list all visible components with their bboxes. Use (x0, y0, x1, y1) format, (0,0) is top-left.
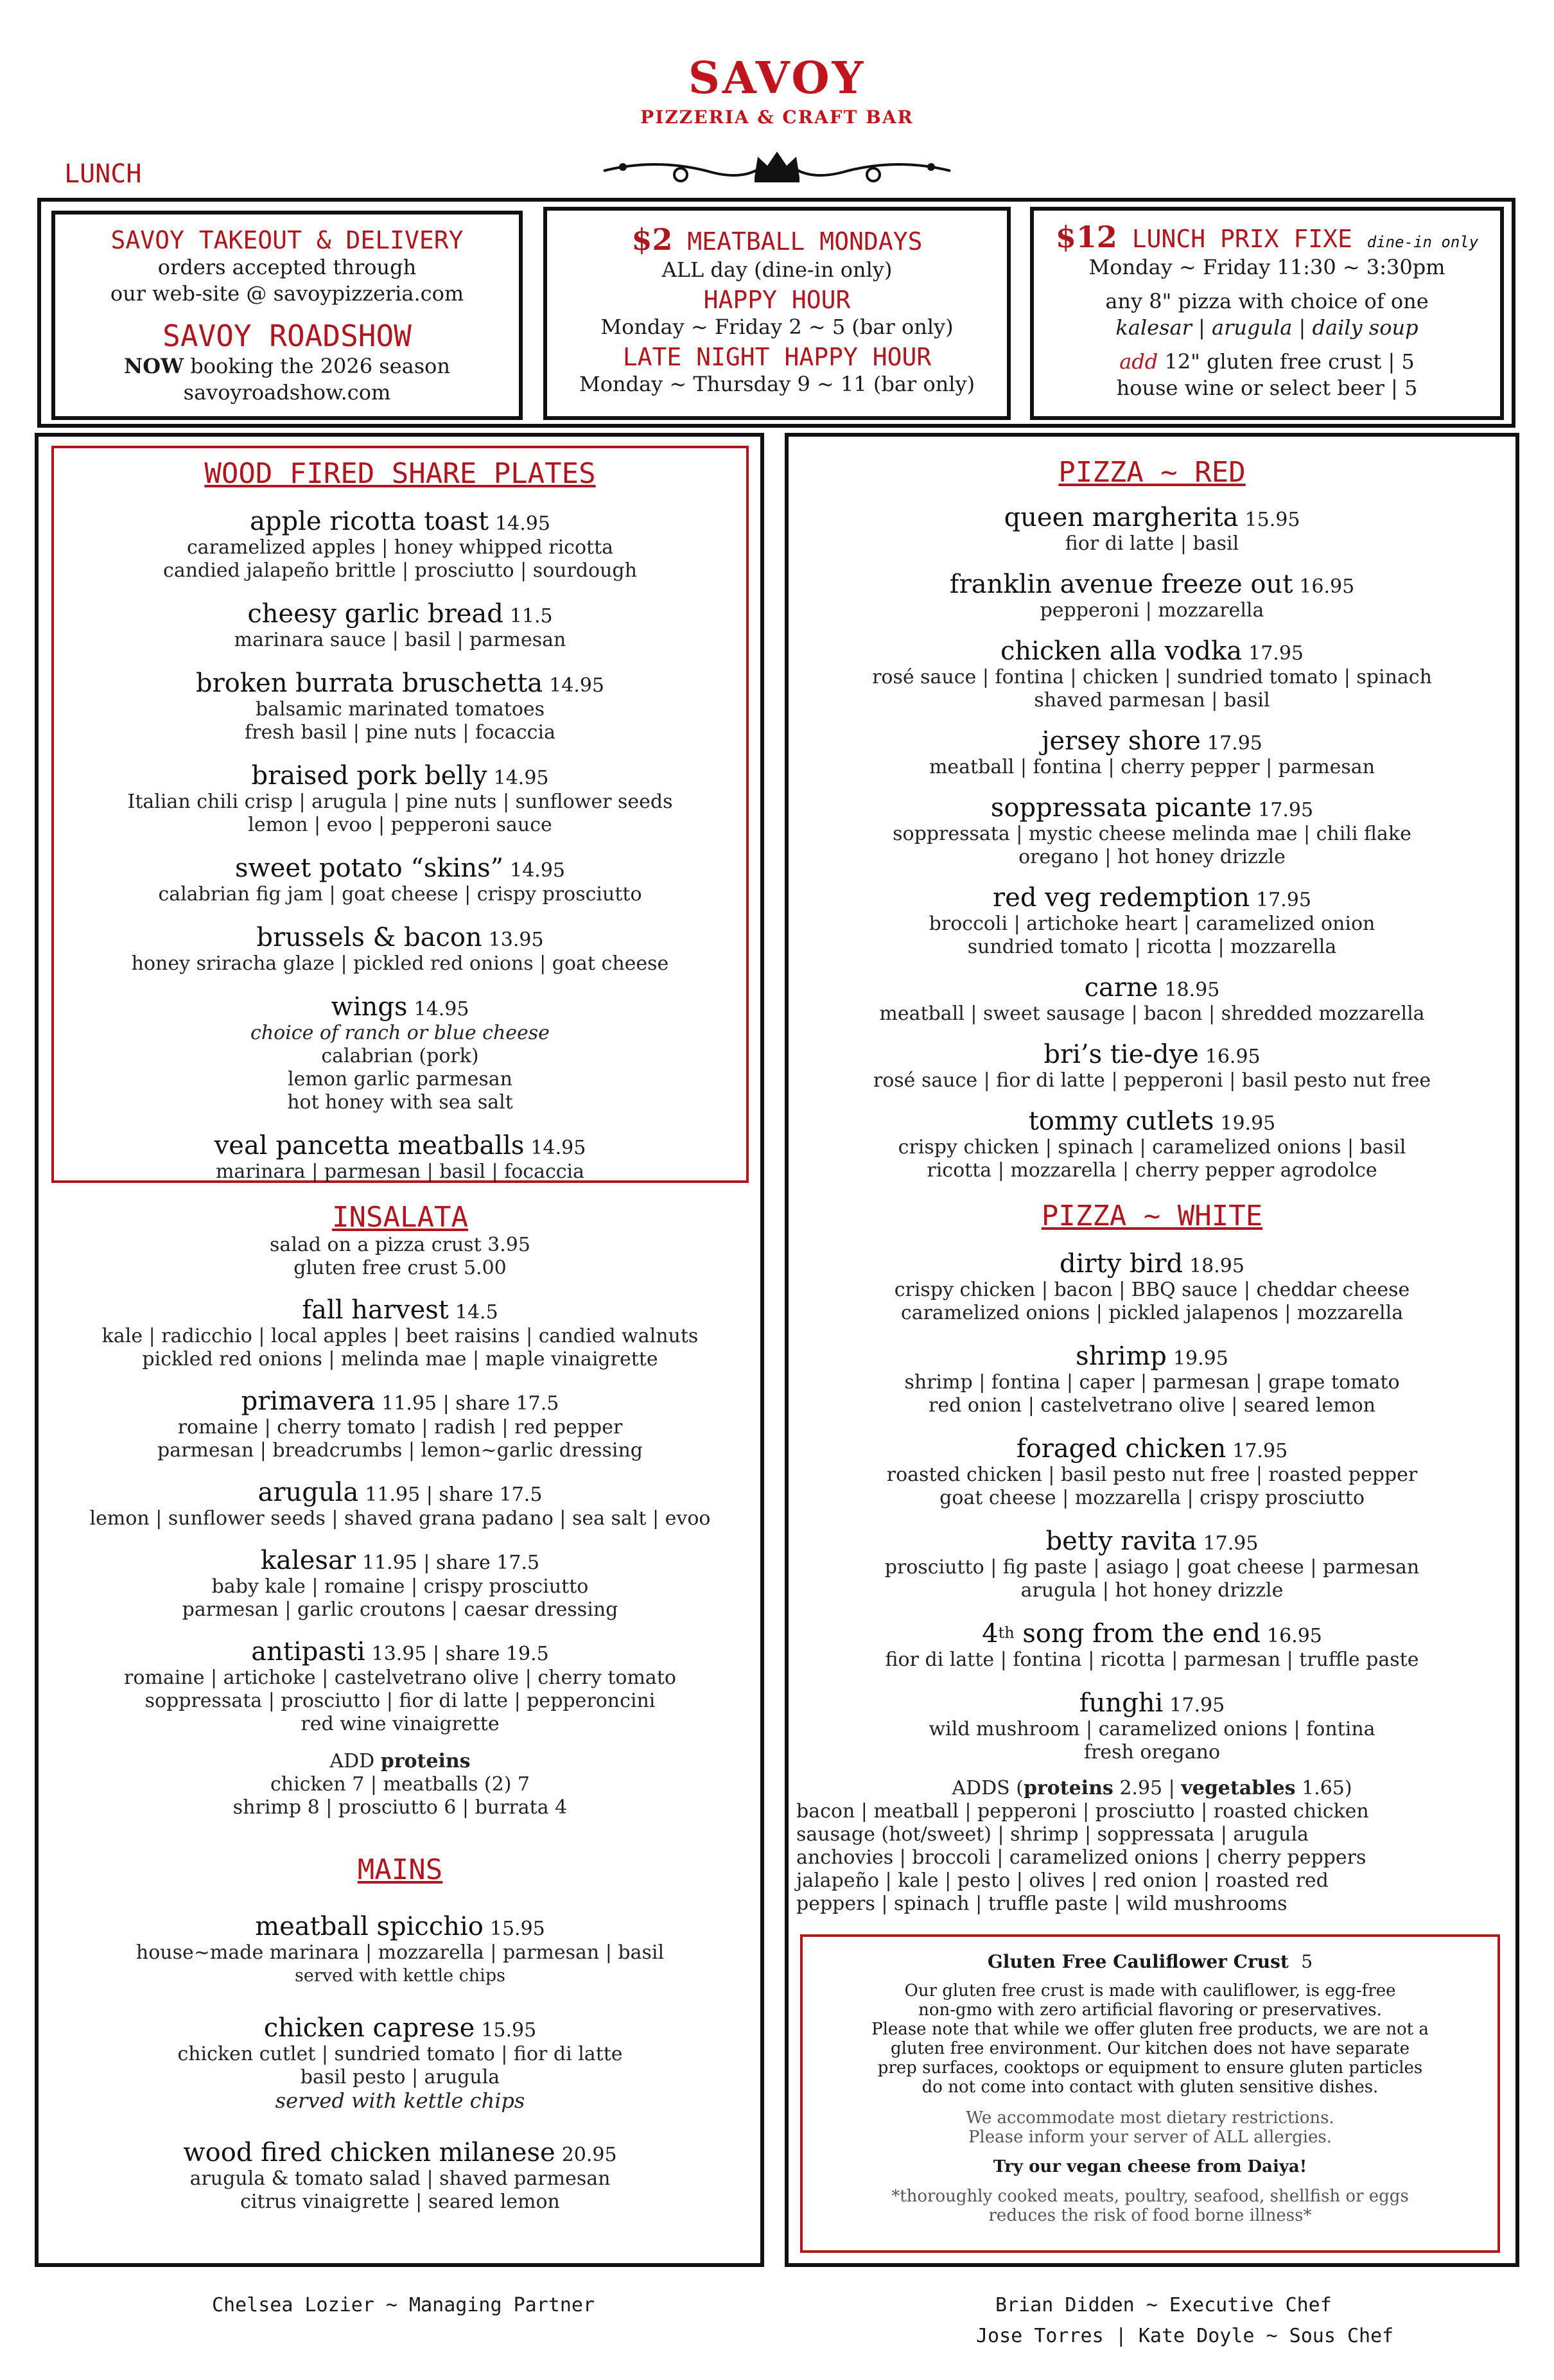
menu-item-desc: romaine | artichoke | castelvetrano olive | cherry tomato (124, 1667, 676, 1689)
gluten-free-title (816, 1951, 1485, 1972)
menu-item-name: antipasti (251, 1637, 365, 1667)
adds-line: sausage (hot/sweet) | shrimp | soppressata | arugula (796, 1823, 1309, 1846)
menu-item-header (51, 1912, 749, 1941)
menu-item-desc: broccoli | artichoke heart | caramelized onion (929, 913, 1375, 935)
menu-item-name: franklin avenue freeze out (949, 570, 1293, 599)
menu-item-price: 17.95 (1169, 1694, 1225, 1717)
menu-item-desc: shrimp | fontina | caper | parmesan | grape tomato (904, 1371, 1400, 1394)
menu-item-name: carne (1084, 973, 1158, 1002)
menu-item (796, 793, 1508, 869)
menu-item-desc: baby kale | romaine | crispy prosciutto (211, 1575, 589, 1598)
roadshow-now: NOW (123, 354, 184, 378)
menu-item-name: red veg redemption (993, 883, 1250, 913)
prix-fixe-line2: kalesar | arugula | daily soup (1115, 315, 1419, 340)
menu-item-desc: soppressata | prosciutto | fior di latte | pepperoncini (144, 1690, 656, 1712)
menu-item-price: 14.95 (530, 1137, 586, 1159)
mains-title: MAINS (357, 1853, 443, 1886)
add-proteins-line1: chicken 7 | meatballs (2) 7 (270, 1773, 530, 1796)
menu-item-desc: crispy chicken | spinach | caramelized onions | basil (898, 1136, 1406, 1159)
menu-item-desc: calabrian fig jam | goat cheese | crispy prosciutto (158, 883, 642, 906)
menu-item-desc: parmesan | garlic croutons | caesar dressing (182, 1598, 618, 1621)
menu-item-name: fall harvest (302, 1295, 449, 1325)
menu-item-price: 17.95 (1248, 642, 1304, 665)
menu-item-name: jersey shore (1042, 726, 1201, 756)
menu-item-name: chicken alla vodka (1000, 636, 1243, 666)
menu-item-price: 17.95 (1258, 799, 1314, 821)
roadshow-line (55, 353, 519, 380)
menu-item (51, 1912, 749, 1988)
gluten-free-para-line: Our gluten free crust is made with cauliflower, is egg-free (904, 1981, 1396, 2000)
menu-item (54, 599, 746, 652)
gluten-free-accommodate (816, 2108, 1485, 2147)
add-proteins-heading (51, 1750, 749, 1773)
menu-item-desc: lemon garlic parmesan (288, 1068, 512, 1090)
menu-item-name: 4 (982, 1619, 999, 1649)
roadshow-text: booking the 2026 season (184, 354, 451, 378)
menu-item-desc: pickled red onions | melinda mae | maple vinaigrette (142, 1348, 658, 1370)
menu-item-desc: arugula | hot honey drizzle (1020, 1579, 1284, 1602)
menu-item-desc: chicken cutlet | sundried tomato | fior di latte (177, 2043, 623, 2065)
menu-item-desc: caramelized apples | honey whipped ricotta (186, 536, 614, 559)
meatball-line: ALL day (dine-in only) (661, 258, 893, 282)
menu-item-header (796, 793, 1508, 823)
prix-fixe-line1: any 8" pizza with choice of one (1105, 289, 1429, 313)
adds-heading (796, 1777, 1508, 1800)
menu-item-desc: basil pesto | arugula (300, 2066, 500, 2088)
menu-item-header (51, 2138, 749, 2167)
menu-item-price: 13.95 (488, 929, 544, 951)
menu-item-desc: arugula & tomato salad | shaved parmesan (189, 2167, 611, 2190)
prix-fixe-line4: house wine or select beer | 5 (1116, 376, 1418, 400)
prix-fixe-title (1034, 220, 1500, 254)
roadshow-title: SAVOY ROADSHOW (162, 319, 412, 353)
menu-item-price: 14.95 (493, 767, 549, 789)
menu-item-header (796, 883, 1508, 913)
menu-item-desc: citrus vinaigrette | seared lemon (240, 2191, 560, 2213)
menu-item-name-rest: song from the end (1014, 1619, 1261, 1649)
menu-item (51, 2013, 749, 2112)
adds-list (796, 1800, 1508, 1916)
takeout-line1: orders accepted through (157, 255, 417, 279)
insalata-list (51, 1295, 749, 1736)
menu-item-desc: marinara | parmesan | basil | focaccia (215, 1160, 585, 1183)
menu-item-desc: caramelized onions | pickled jalapenos | mozzarella (900, 1302, 1404, 1324)
footer-sous-chefs: Jose Torres | Kate Doyle ~ Sous Chef (976, 2325, 1394, 2347)
menu-item-name: primavera (241, 1387, 376, 1416)
menu-item-name: cheesy garlic bread (247, 599, 503, 629)
menu-item-name: veal pancetta meatballs (214, 1131, 525, 1160)
menu-item (796, 1342, 1508, 1417)
meal-label: LUNCH (64, 159, 142, 189)
adds-proteins: proteins (1023, 1777, 1113, 1799)
pizza-red-list (796, 503, 1508, 1182)
meatball-price: $2 (631, 222, 673, 257)
menu-item-desc: honey sriracha glaze | pickled red onions | goat cheese (131, 952, 669, 975)
menu-item (51, 1637, 749, 1736)
warning-line: *thoroughly cooked meats, poultry, seafood, shellfish or eggs (891, 2187, 1409, 2206)
menu-item-price: 11.95 | share 17.5 (362, 1552, 540, 1574)
menu-item-desc: roasted chicken | basil pesto nut free | roasted pepper (886, 1464, 1418, 1486)
menu-item-name: kalesar (260, 1546, 356, 1575)
menu-item (51, 1387, 749, 1462)
footer-executive-chef: Brian Didden ~ Executive Chef (995, 2294, 1332, 2316)
menu-item-header (51, 1637, 749, 1667)
menu-item-header (51, 1546, 749, 1575)
adds-mid: 2.95 | (1113, 1777, 1182, 1799)
menu-item-header (54, 669, 746, 698)
share-plates-title: WOOD FIRED SHARE PLATES (204, 457, 596, 490)
prix-fixe-price: $12 (1055, 220, 1117, 254)
menu-item-desc: shaved parmesan | basil (1034, 689, 1270, 712)
mains-list (51, 1912, 749, 2214)
menu-item-name: brussels & bacon (256, 923, 482, 952)
menu-item (54, 992, 746, 1114)
menu-item (796, 636, 1508, 712)
prix-fixe-line3 (1034, 349, 1500, 375)
menu-item-price: 13.95 | share 19.5 (371, 1643, 549, 1665)
pizza-white-title: PIZZA ~ WHITE (1041, 1200, 1263, 1232)
menu-item-desc: rosé sauce | fontina | chicken | sundried tomato | spinach (872, 666, 1432, 688)
menu-item (54, 507, 746, 582)
menu-item-header (54, 761, 746, 791)
menu-item-desc: meatball | sweet sausage | bacon | shredded mozzarella (879, 1002, 1425, 1025)
takeout-title: SAVOY TAKEOUT & DELIVERY (110, 226, 464, 254)
menu-item-header (54, 853, 746, 883)
menu-item-desc: rosé sauce | fior di latte | pepperoni | basil pesto nut free (873, 1069, 1431, 1092)
pizza-white-list (796, 1249, 1508, 1764)
insalata-intro-2: gluten free crust 5.00 (293, 1257, 507, 1279)
menu-item-header (54, 507, 746, 536)
menu-item-desc: red onion | castelvetrano olive | seared lemon (929, 1394, 1375, 1417)
menu-item-header (796, 1342, 1508, 1371)
menu-item-header (51, 1295, 749, 1325)
menu-item-price: 15.95 (489, 1918, 545, 1940)
warning-line: reduces the risk of food borne illness* (988, 2206, 1312, 2225)
menu-item-desc: crispy chicken | bacon | BBQ sauce | cheddar cheese (894, 1279, 1410, 1301)
menu-item-name: tommy cutlets (1028, 1107, 1214, 1136)
menu-item-header (796, 503, 1508, 532)
menu-item-desc: lemon | evoo | pepperoni sauce (248, 814, 552, 836)
menu-item-name: broken burrata bruschetta (195, 669, 543, 698)
accommodate-line: Please inform your server of ALL allergies. (968, 2128, 1332, 2147)
footer-managing-partner: Chelsea Lozier ~ Managing Partner (212, 2294, 595, 2316)
happy-hour-line: Monday ~ Friday 2 ~ 5 (bar only) (600, 315, 954, 339)
menu-item-price: 15.95 (481, 2019, 537, 2042)
gluten-free-para-line: gluten free environment. Our kitchen does not have separate (891, 2039, 1410, 2058)
gluten-free-title-text: Gluten Free Cauliflower Crust (987, 1951, 1289, 1972)
menu-item-name: chicken caprese (263, 2013, 475, 2043)
menu-item-price: 16.95 (1205, 1046, 1261, 1068)
vegan-cheese-note: Try our vegan cheese from Daiya! (993, 2157, 1307, 2176)
menu-item-desc: fresh basil | pine nuts | focaccia (245, 721, 555, 744)
menu-item-header (796, 1107, 1508, 1136)
menu-item-price: 11.95 | share 17.5 (381, 1392, 559, 1415)
menu-item-note: choice of ranch or blue cheese (250, 1022, 550, 1044)
prix-fixe-box (1030, 207, 1504, 420)
pizza-red-section (796, 456, 1508, 1182)
menu-item-desc: fresh oregano (1083, 1741, 1221, 1763)
menu-item-desc: house~made marinara | mozzarella | parmesan | basil (135, 1941, 665, 1964)
menu-item-header (51, 1387, 749, 1416)
menu-item-header (796, 1249, 1508, 1279)
menu-item-desc: Italian chili crisp | arugula | pine nuts | sunflower seeds (127, 791, 673, 813)
gluten-free-paragraph (816, 1981, 1485, 2097)
menu-item-price: 14.5 (455, 1301, 498, 1324)
menu-item (796, 1527, 1508, 1602)
gluten-free-price: 5 (1301, 1951, 1313, 1972)
menu-item-header (796, 1040, 1508, 1069)
menu-item-desc: hot honey with sea salt (287, 1091, 513, 1114)
menu-item-header (54, 599, 746, 629)
menu-item-name: sweet potato “skins” (234, 853, 504, 883)
menu-item-header (796, 1619, 1508, 1649)
menu-item-name: braised pork belly (251, 761, 487, 791)
menu-item-desc: balsamic marinated tomatoes (255, 698, 545, 721)
prix-fixe-title-text: LUNCH PRIX FIXE (1117, 225, 1367, 253)
menu-item-price: 17.95 (1232, 1440, 1288, 1462)
gluten-free-box (800, 1934, 1500, 2253)
insalata-title: INSALATA (332, 1201, 468, 1234)
menu-item (54, 669, 746, 744)
menu-item-header (796, 1688, 1508, 1718)
gluten-free-para-line: Please note that while we offer gluten free products, we are not a (871, 2020, 1429, 2039)
menu-item (54, 1131, 746, 1184)
prix-fixe-add: add (1119, 349, 1158, 374)
menu-item (796, 1249, 1508, 1325)
prix-fixe-note: dine-in only (1366, 233, 1479, 251)
menu-item-header (54, 992, 746, 1022)
menu-item (796, 1040, 1508, 1092)
late-night-line: Monday ~ Thursday 9 ~ 11 (bar only) (579, 372, 975, 396)
menu-item (796, 570, 1508, 622)
share-plates-box (51, 446, 749, 1183)
menu-item (796, 1107, 1508, 1182)
happy-hour-title: HAPPY HOUR (703, 286, 851, 314)
menu-item-header (54, 923, 746, 952)
menu-item-desc: candied jalapeño brittle | prosciutto | sourdough (163, 559, 637, 582)
food-safety-warning (816, 2187, 1485, 2225)
adds-end: 1.65) (1295, 1777, 1352, 1799)
gluten-free-para-line: non-gmo with zero artificial flavoring or preservatives. (918, 2000, 1382, 2020)
menu-item-header (796, 570, 1508, 599)
adds-prefix: ADDS ( (952, 1777, 1024, 1799)
insalata-intro-1: salad on a pizza crust 3.95 (270, 1234, 530, 1256)
menu-item-small-note: served with kettle chips (295, 1966, 505, 1986)
menu-item-name: funghi (1079, 1688, 1164, 1718)
menu-item-price: 16.95 (1267, 1625, 1322, 1647)
menu-item (51, 2138, 749, 2214)
menu-item-price: 14.95 (549, 674, 605, 697)
menu-item (796, 1434, 1508, 1510)
share-plates-list (54, 507, 746, 1184)
brand-title: SAVOY (688, 53, 866, 104)
roadshow-site: savoyroadshow.com (183, 380, 391, 405)
add-proteins-line2: shrimp 8 | prosciutto 6 | burrata 4 (232, 1796, 568, 1819)
menu-item-price: 17.95 (1256, 889, 1311, 911)
gluten-free-para-line: do not come into contact with gluten sensitive dishes. (921, 2078, 1379, 2097)
menu-item (796, 883, 1508, 959)
adds-line: peppers | spinach | truffle paste | wild mushrooms (796, 1893, 1288, 1915)
menu-item-price: 18.95 (1164, 979, 1220, 1001)
menu-item (796, 1688, 1508, 1764)
menu-item-header (796, 1434, 1508, 1464)
menu-item-name: apple ricotta toast (250, 507, 489, 536)
adds-line: bacon | meatball | pepperoni | prosciutto | roasted chicken (796, 1800, 1369, 1823)
menu-item-name: arugula (258, 1478, 359, 1507)
menu-item-desc: red wine vinaigrette (301, 1713, 500, 1735)
menu-item (54, 761, 746, 837)
menu-item-price: 18.95 (1189, 1255, 1244, 1277)
menu-item (796, 503, 1508, 556)
adds-vegetables: vegetables (1181, 1777, 1296, 1799)
menu-item-name: betty ravita (1045, 1527, 1197, 1556)
crown-ornament-icon (597, 145, 957, 190)
menu-item-price: 19.95 (1220, 1112, 1276, 1135)
accommodate-line: We accommodate most dietary restrictions. (966, 2108, 1334, 2128)
menu-item (54, 923, 746, 976)
late-night-title: LATE NIGHT HAPPY HOUR (622, 343, 932, 371)
menu-item-price: 19.95 (1173, 1347, 1228, 1370)
pizza-white-section (796, 1200, 1508, 1916)
menu-item (796, 973, 1508, 1026)
menu-item (54, 853, 746, 906)
menu-item-desc: sundried tomato | ricotta | mozzarella (967, 936, 1337, 958)
menu-item-desc: wild mushroom | caramelized onions | fontina (929, 1718, 1375, 1740)
menu-item-price: 14.95 (510, 859, 565, 882)
menu-item-desc: fior di latte | basil (1065, 532, 1239, 555)
menu-item-header (796, 636, 1508, 666)
brand-subtitle: PIZZERIA & CRAFT BAR (640, 107, 914, 128)
menu-item-header (51, 1478, 749, 1507)
menu-item-desc: calabrian (pork) (321, 1045, 479, 1067)
menu-item-name: wings (331, 992, 408, 1022)
meatball-title-text: MEATBALL MONDAYS (672, 227, 923, 256)
menu-item-price: 15.95 (1244, 509, 1300, 531)
menu-item-desc: soppressata | mystic cheese melinda mae | chili flake (893, 823, 1411, 845)
menu-item-desc: ricotta | mozzarella | cherry pepper agrodolce (927, 1159, 1377, 1182)
menu-item-header (796, 726, 1508, 756)
takeout-line2: our web-site @ savoypizzeria.com (110, 281, 464, 306)
add-prefix: ADD (329, 1750, 381, 1772)
menu-item-price: 16.95 (1299, 575, 1355, 598)
menu-item-price: 17.95 (1207, 732, 1262, 755)
adds-line: jalapeño | kale | pesto | olives | red onion | roasted red (796, 1869, 1329, 1892)
menu-item-header (796, 1527, 1508, 1556)
menu-item-desc: pepperoni | mozzarella (1040, 599, 1264, 622)
menu-item-header (796, 973, 1508, 1002)
add-proteins-word: proteins (380, 1750, 471, 1772)
menu-item (51, 1295, 749, 1371)
menu-item-desc: goat cheese | mozzarella | crispy prosciutto (939, 1487, 1365, 1509)
menu-item-name: bri’s tie-dye (1043, 1040, 1199, 1069)
menu-item-name: dirty bird (1060, 1249, 1183, 1279)
mains-section (51, 1853, 749, 2214)
menu-item-price: 11.95 | share 17.5 (365, 1483, 543, 1506)
prix-fixe-hours: Monday ~ Friday 11:30 ~ 3:30pm (1088, 255, 1445, 279)
menu-item-price: 20.95 (561, 2144, 617, 2166)
takeout-box (51, 211, 523, 420)
specials-box (543, 207, 1011, 420)
menu-item-price: 11.5 (509, 605, 553, 627)
menu-item-desc: lemon | sunflower seeds | shaved grana padano | sea salt | evoo (89, 1507, 711, 1530)
menu-item-name: queen margherita (1004, 503, 1239, 532)
menu-item-desc: marinara sauce | basil | parmesan (234, 629, 566, 651)
menu-item-desc: meatball | fontina | cherry pepper | parmesan (929, 756, 1375, 778)
insalata-section (51, 1201, 749, 1819)
menu-item-name-sup: th (998, 1623, 1015, 1642)
prix-fixe-line3-text: 12" gluten free crust | 5 (1158, 349, 1415, 374)
menu-item (51, 1546, 749, 1622)
menu-item-price: 17.95 (1203, 1532, 1259, 1555)
menu-item (51, 1478, 749, 1530)
menu-item (796, 1619, 1508, 1672)
menu-item-price: 14.95 (414, 998, 469, 1020)
menu-item-name: foraged chicken (1016, 1434, 1227, 1464)
menu-item-price: 14.95 (495, 512, 550, 535)
menu-item-name: soppressata picante (990, 793, 1252, 823)
menu-item-desc: oregano | hot honey drizzle (1018, 846, 1286, 868)
menu-item-name: wood fired chicken milanese (183, 2138, 555, 2167)
menu-item-note: served with kettle chips (275, 2088, 525, 2113)
menu-item-desc: parmesan | breadcrumbs | lemon~garlic dressing (157, 1439, 643, 1462)
gluten-free-para-line: prep surfaces, cooktops or equipment to ensure gluten particles (877, 2058, 1423, 2078)
meatball-mondays-title (547, 222, 1007, 257)
adds-line: anchovies | broccoli | caramelized onions | cherry peppers (796, 1846, 1366, 1869)
menu-item-name: shrimp (1076, 1342, 1167, 1371)
menu-item-name: meatball spicchio (255, 1912, 484, 1941)
pizza-red-title: PIZZA ~ RED (1058, 456, 1246, 489)
menu-item-desc: romaine | cherry tomato | radish | red pepper (177, 1416, 623, 1439)
menu-item-desc: kale | radicchio | local apples | beet raisins | candied walnuts (101, 1325, 699, 1347)
menu-item (796, 726, 1508, 779)
menu-item-desc: fior di latte | fontina | ricotta | parmesan | truffle paste (885, 1649, 1419, 1671)
menu-item-header (54, 1131, 746, 1160)
menu-item-header (51, 2013, 749, 2043)
menu-item-desc: prosciutto | fig paste | asiago | goat cheese | parmesan (884, 1556, 1420, 1579)
